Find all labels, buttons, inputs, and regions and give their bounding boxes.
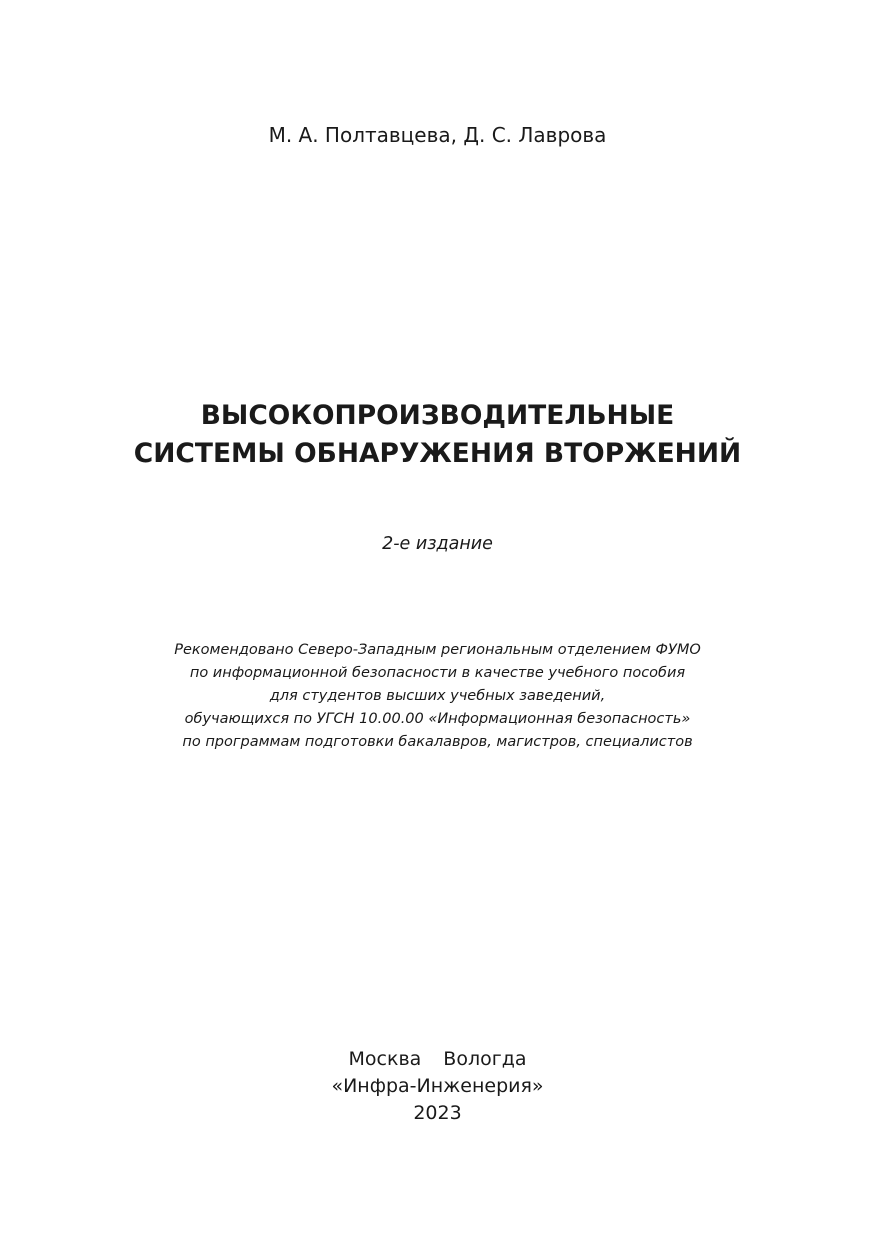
imprint-publisher: «Инфра-Инженерия» xyxy=(331,1075,544,1097)
imprint-city-moscow: Москва xyxy=(348,1048,422,1070)
book-title-line-1: ВЫСОКОПРОИЗВОДИТЕЛЬНЫЕ xyxy=(200,400,675,431)
recommendation-line: обучающихся по УГСН 10.00.00 «Информационная безопасность» xyxy=(184,711,691,727)
recommendation-line: по программам подготовки бакалавров, магистров, специалистов xyxy=(182,734,693,750)
authors: М. А. Полтавцева, Д. С. Лаврова xyxy=(268,123,607,147)
imprint-cities xyxy=(0,1046,875,1073)
edition: 2-е издание xyxy=(382,534,493,554)
imprint-year: 2023 xyxy=(413,1102,462,1124)
recommendation-line: Рекомендовано Северо-Западным региональным отделением ФУМО xyxy=(174,642,701,658)
recommendation-line: по информационной безопасности в качестве учебного пособия xyxy=(189,665,686,681)
recommendation-line: для студентов высших учебных заведений, xyxy=(269,688,606,704)
book-title-line-2: СИСТЕМЫ ОБНАРУЖЕНИЯ ВТОРЖЕНИЙ xyxy=(133,438,742,469)
imprint-city-vologda: Вологда xyxy=(443,1048,527,1070)
